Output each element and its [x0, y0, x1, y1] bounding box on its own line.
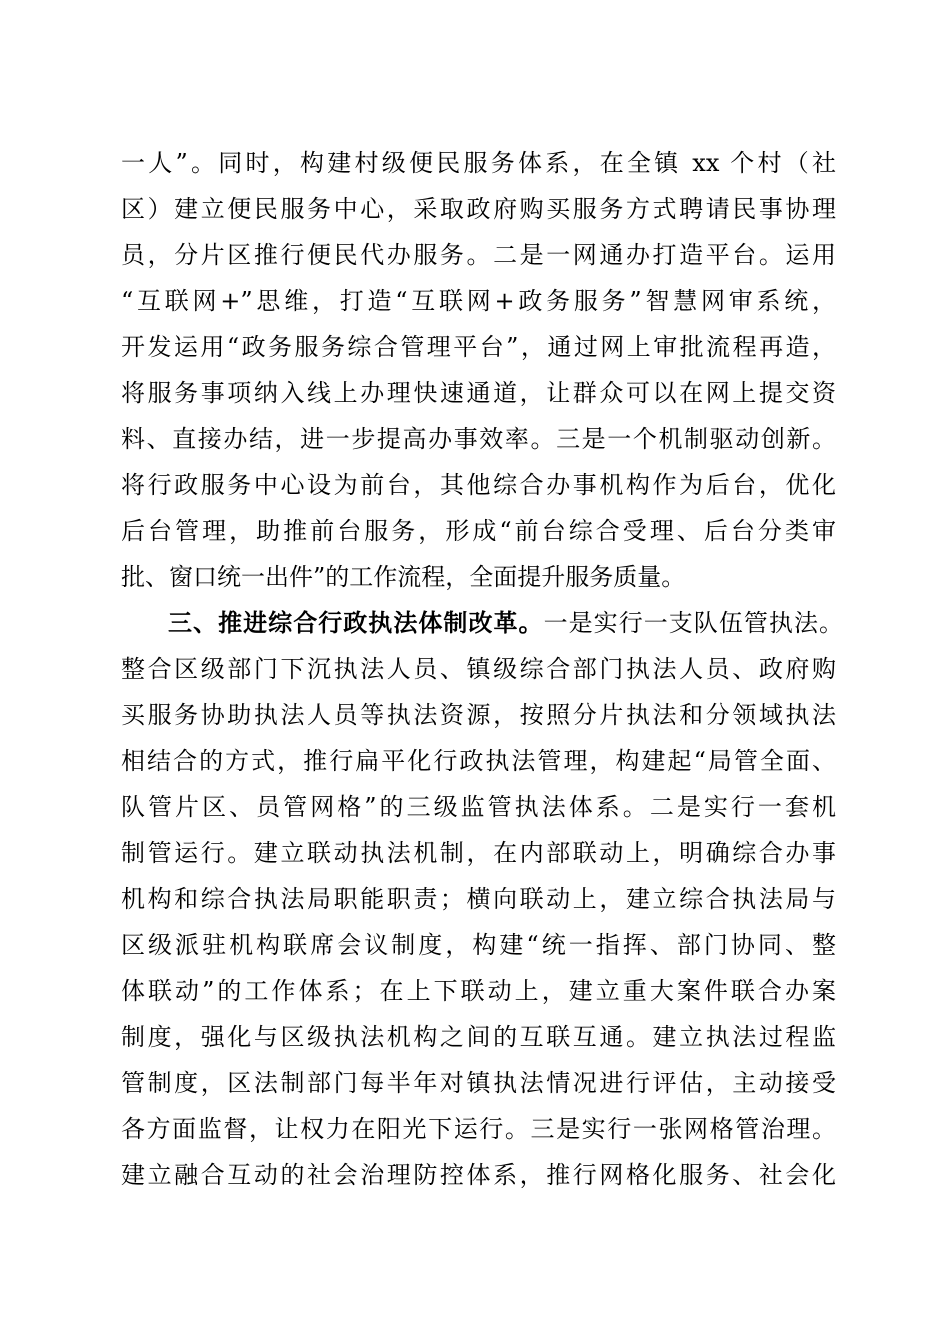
paragraph-line: 将行政服务中心设为前台，其他综合办事机构作为后台，优化	[121, 471, 836, 499]
paragraph-line: “互联网+”思维，打造“互联网+政务服务”智慧网审系统，	[121, 287, 836, 315]
paragraph-line: 一人”。同时，构建村级便民服务体系，在全镇 xx 个村（社	[121, 149, 836, 177]
paragraph-line: 区）建立便民服务中心，采取政府购买服务方式聘请民事协理	[121, 195, 836, 223]
paragraph-line: 制度，强化与区级执法机构之间的互联互通。建立执法过程监	[121, 1023, 836, 1051]
paragraph-line: 各方面监督，让权力在阳光下运行。三是实行一张网格管治理。	[121, 1115, 836, 1143]
paragraph-line: 队管片区、员管网格”的三级监管执法体系。二是实行一套机	[121, 793, 836, 821]
paragraph-line: 区级派驻机构联席会议制度，构建“统一指挥、部门协同、整	[121, 931, 836, 959]
paragraph-line: 买服务协助执法人员等执法资源，按照分片执法和分领域执法	[121, 701, 836, 729]
paragraph-line: 整合区级部门下沉执法人员、镇级综合部门执法人员、政府购	[121, 655, 836, 683]
paragraph-line: 相结合的方式，推行扁平化行政执法管理，构建起“局管全面、	[121, 747, 836, 775]
paragraph-line: 管制度，区法制部门每半年对镇执法情况进行评估，主动接受	[121, 1069, 836, 1097]
section-heading-line	[168, 608, 843, 638]
section-heading: 三、推进综合行政执法体制改革。	[168, 608, 544, 637]
paragraph-line: 开发运用“政务服务综合管理平台”，通过网上审批流程再造，	[121, 333, 836, 361]
paragraph-line: 批、窗口统一出件”的工作流程，全面提升服务质量。	[121, 563, 686, 591]
section-heading-rest: 一是实行一支队伍管执法。	[543, 609, 844, 637]
paragraph-line: 将服务事项纳入线上办理快速通道，让群众可以在网上提交资	[121, 379, 836, 407]
paragraph-line: 员，分片区推行便民代办服务。二是一网通办打造平台。运用	[121, 241, 836, 269]
paragraph-line: 体联动”的工作体系；在上下联动上，建立重大案件联合办案	[121, 977, 836, 1005]
paragraph-line: 制管运行。建立联动执法机制，在内部联动上，明确综合办事	[121, 839, 836, 867]
paragraph-line: 机构和综合执法局职能职责；横向联动上，建立综合执法局与	[121, 885, 836, 913]
paragraph-line: 建立融合互动的社会治理防控体系，推行网格化服务、社会化	[121, 1161, 836, 1189]
paragraph-line: 料、直接办结，进一步提高办事效率。三是一个机制驱动创新。	[121, 425, 836, 453]
paragraph-line: 后台管理，助推前台服务，形成“前台综合受理、后台分类审	[121, 517, 836, 545]
